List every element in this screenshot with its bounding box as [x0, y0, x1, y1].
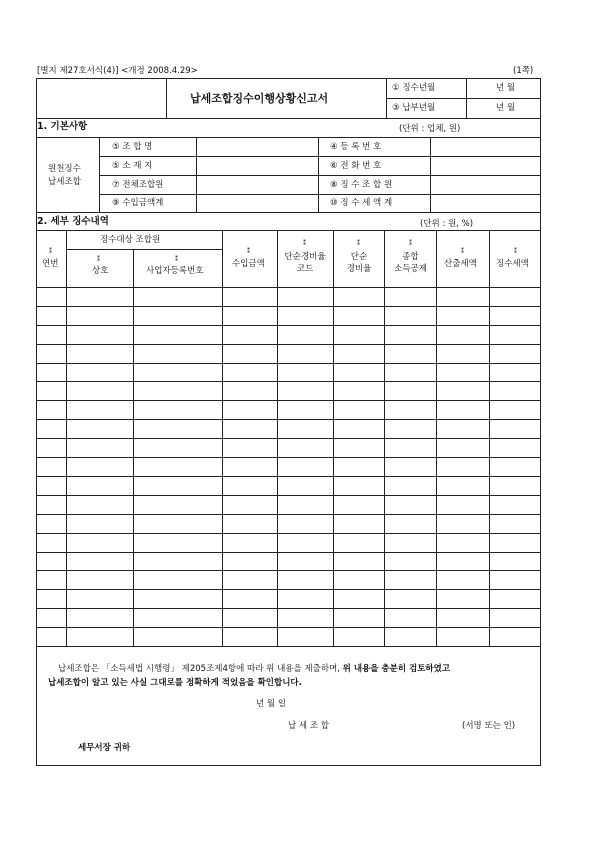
section1-unit: (단위 : 업체, 원) — [399, 124, 461, 134]
submission-date[interactable]: 년 월 일 — [256, 699, 287, 709]
section1-heading: 1. 기본사항 — [37, 121, 88, 132]
table-row — [36, 457, 541, 458]
table-row — [36, 325, 541, 326]
collection-period-label: ① 징수년월 — [392, 83, 436, 93]
col-marker: ⁑ — [247, 248, 250, 255]
table-row — [36, 514, 541, 515]
table-row — [36, 381, 541, 382]
address-label: ⑤ 소 재 지 — [112, 161, 153, 171]
declaration-review: 위 내용을 충분히 검토하였고 — [342, 664, 451, 674]
table-row — [36, 570, 541, 571]
table-row — [36, 344, 541, 345]
member-group-header: 징수대상 조합원 — [100, 235, 161, 245]
collection-period-value[interactable]: 년 월 — [496, 83, 516, 93]
col-marker: ⁑ — [357, 240, 360, 247]
page-number: (1쪽) — [513, 66, 534, 76]
signature-field[interactable]: (서명 또는 인) — [462, 721, 516, 731]
table-row — [36, 306, 541, 307]
col-marker: ⁑ — [461, 248, 464, 255]
col-marker: ⁑ — [514, 248, 517, 255]
table-row — [36, 627, 541, 628]
table-row — [36, 495, 541, 496]
col-marker: ⁑ — [409, 240, 412, 247]
table-row — [36, 476, 541, 477]
phone-number-label: ⑥ 전 화 번 호 — [330, 161, 382, 171]
table-row — [36, 438, 541, 439]
section2-unit: (단위 : 원, %) — [420, 219, 474, 229]
col-income-header: 수입금액 — [232, 259, 265, 269]
col-marker: ⁑ — [175, 256, 178, 263]
col-business-number-header: 사업자등록번호 — [146, 266, 204, 276]
payment-period-value[interactable]: 년 월 — [496, 103, 516, 113]
form-reference: [별지 제27호서식(4)] <개정 2008.4.29> — [37, 66, 198, 76]
withholding-label: 원천징수 — [48, 164, 81, 174]
col-collected-tax-header: 징수세액 — [496, 259, 529, 269]
registration-number-label: ④ 등 록 번 호 — [330, 142, 382, 152]
form-title: 납세조합징수이행상황신고서 — [190, 92, 329, 105]
payment-period-label: ③ 납부년월 — [392, 103, 436, 113]
col-marker: ⁑ — [49, 248, 52, 255]
col-deduction-header: 종합 소득공제 — [394, 252, 427, 274]
table-row — [36, 608, 541, 609]
col-marker: ⁑ — [97, 256, 100, 263]
total-members-label: ⑦ 전체조합원 — [112, 180, 164, 190]
col-expense-code-header: 단순경비율 코드 — [284, 252, 326, 274]
total-tax-label: ⑩ 징 수 세 액 계 — [330, 198, 393, 208]
table-row — [36, 363, 541, 364]
table-row — [36, 400, 541, 401]
col-trade-name-header: 상호 — [92, 266, 109, 276]
union-name-label: ⑤ 조 합 명 — [112, 142, 153, 152]
declaration-statutory: 납세조합은 「소득세법 시행령」 제205조제4항에 따라 위 내용을 제출하며, — [58, 664, 340, 674]
col-expense-rate-header: 단순 경비율 — [346, 252, 372, 274]
table-row — [36, 533, 541, 534]
table-row — [36, 589, 541, 590]
declaration-confirm: 납세조합이 알고 있는 사실 그대로를 정확하게 적었음을 확인합니다. — [48, 678, 302, 688]
col-marker: ⁑ — [303, 240, 306, 247]
table-row — [36, 419, 541, 420]
addressee: 세무서장 귀하 — [78, 743, 131, 753]
col-computed-tax-header: 산출세액 — [444, 259, 477, 269]
section2-heading: 2. 세부 징수내역 — [37, 216, 109, 227]
col-serial-header: 연번 — [42, 259, 59, 269]
table-row — [36, 552, 541, 553]
tax-union-label: 납세조합 — [48, 177, 81, 187]
declaration-text — [58, 665, 450, 674]
total-income-label: ⑨ 수입금액계 — [112, 198, 164, 208]
collected-members-label: ⑧ 징 수 조 합 원 — [330, 180, 393, 190]
signer-label: 납 세 조 합 — [288, 721, 329, 731]
